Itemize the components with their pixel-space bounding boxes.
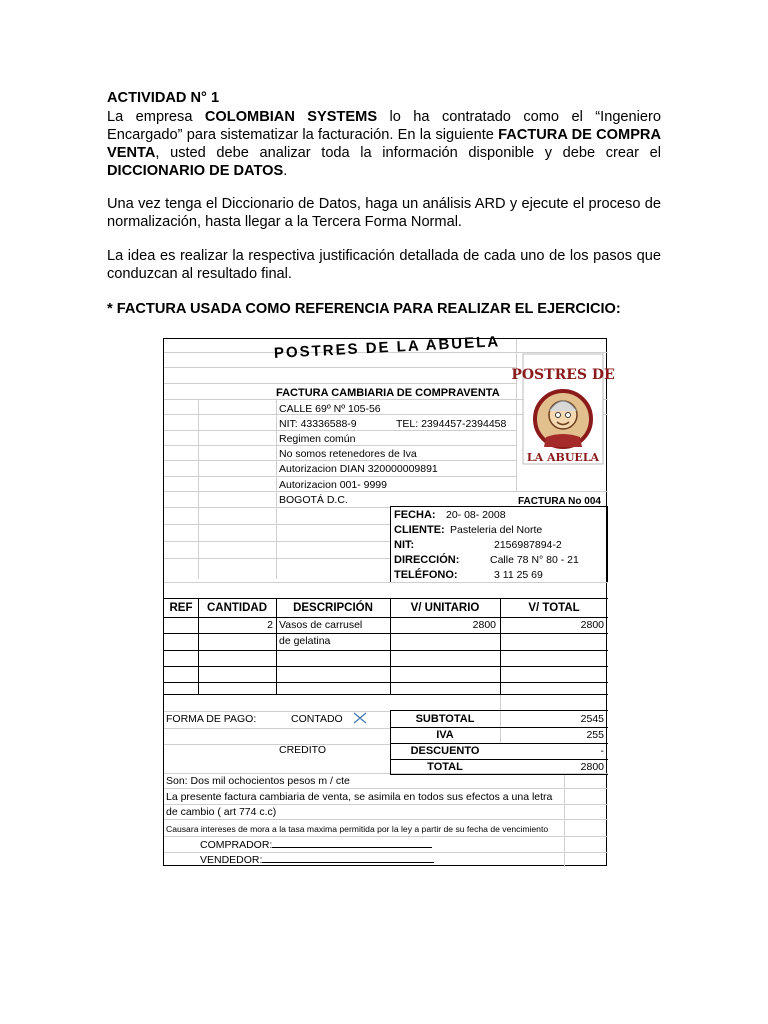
invoice-image — [163, 333, 615, 866]
cross-mark-icon — [352, 711, 368, 725]
seller-signature — [200, 853, 434, 867]
totals-value: 2800 — [580, 761, 604, 773]
totals-value: 2545 — [580, 713, 604, 725]
buyer-signature — [200, 838, 432, 852]
column-header: V/ TOTAL — [528, 602, 580, 614]
company-address: CALLE 69º Nº 105-56 — [279, 403, 381, 415]
totals-value: 255 — [586, 729, 604, 741]
client-value: Pasteleria del Norte — [450, 524, 543, 536]
company-regimen: Regimen común — [279, 433, 356, 445]
payment-label: FORMA DE PAGO: — [166, 713, 257, 725]
item-descripcion-cont: de gelatina — [279, 635, 331, 647]
invoice-number: FACTURA No 004 — [518, 496, 601, 507]
payment-credito: CREDITO — [279, 744, 327, 756]
buyer-label: COMPRADOR: — [200, 839, 273, 851]
instructions-paragraph: Una vez tenga el Diccionario de Datos, haga un análisis ARD y ejecute el proceso de normalización, hasta llegar a la Tercera Forma Normal. — [107, 196, 661, 230]
intro-paragraph — [107, 108, 661, 180]
client-label: DIRECCIÓN: — [394, 554, 460, 566]
reference-heading: * FACTURA USADA COMO REFERENCIA PARA REALIZAR EL EJERCICIO: — [107, 301, 621, 317]
item-descripcion: Vasos de carrusel — [279, 619, 363, 631]
logo-top-text: POSTRES DE — [511, 367, 615, 383]
intro-segment: DICCIONARIO DE DATOS — [107, 163, 284, 179]
client-value: 2156987894-2 — [494, 539, 562, 551]
item-cantidad: 2 — [267, 619, 273, 631]
column-header: DESCRIPCIÓN — [293, 602, 373, 614]
invoice-brand: POSTRES DE LA ABUELA — [273, 333, 501, 362]
item-total: 2800 — [580, 619, 604, 631]
totals-label: SUBTOTAL — [415, 713, 475, 725]
client-label: TELÉFONO: — [394, 569, 458, 581]
intro-segment: La empresa — [107, 109, 205, 125]
company-dian: Autorizacion DIAN 320000009891 — [279, 463, 438, 475]
totals-label: TOTAL — [427, 761, 463, 773]
amount-in-words: Son: Dos mil ochocientos pesos m / cte — [166, 775, 350, 787]
client-value: 20- 08- 2008 — [446, 509, 506, 521]
intro-segment: COLOMBIAN SYSTEMS — [204, 109, 378, 125]
client-label: FECHA: — [394, 509, 436, 521]
intro-segment: FACTURA DE COMPRA VENTA — [107, 127, 662, 161]
totals-value: - — [600, 745, 604, 757]
client-label: CLIENTE: — [394, 524, 445, 536]
totals-label: DESCUENTO — [410, 745, 480, 757]
invoice-title: FACTURA CAMBIARIA DE COMPRAVENTA — [276, 387, 500, 399]
activity-heading: ACTIVIDAD N° 1 — [107, 90, 220, 106]
column-header: REF — [169, 602, 193, 614]
intro-segment: . — [283, 163, 288, 179]
intro-segment: lo ha contratado como el “Ingeniero Encargado” para sistematizar la facturación. En la siguiente — [107, 109, 661, 143]
seller-label: VENDEDOR: — [200, 854, 263, 866]
legal-text: La presente factura cambiaria de venta, se asimila en todos sus efectos a una letra — [166, 791, 553, 803]
company-retenedores: No somos retenedores de Iva — [279, 448, 417, 460]
postres-logo — [511, 353, 615, 465]
company-city: BOGOTÁ D.C. — [279, 494, 348, 506]
legal-text-cont: de cambio ( art 774 c.c) — [166, 806, 277, 818]
company-autorizacion: Autorizacion 001- 9999 — [279, 479, 387, 491]
interest-notice: Causara intereses de mora a la tasa maxima permitida por la ley a partir de su fecha de vencimiento — [166, 824, 549, 834]
column-header: V/ UNITARIO — [410, 602, 480, 614]
client-value: Calle 78 N° 80 - 21 — [490, 554, 579, 566]
logo-bottom-text: LA ABUELA — [526, 451, 600, 464]
item-unitario: 2800 — [472, 619, 496, 631]
justification-paragraph: La idea es realizar la respectiva justificación detallada de cada uno de los pasos que conduzcan al resultado final. — [107, 248, 661, 282]
totals-label: IVA — [436, 729, 454, 741]
client-value: 3 11 25 69 — [494, 569, 543, 581]
company-tel: TEL: 2394457-2394458 — [396, 418, 507, 430]
company-nit: NIT: 43336588-9 — [279, 418, 357, 430]
payment-contado: CONTADO — [291, 713, 343, 725]
intro-segment: , usted debe analizar toda la información disponible y debe crear el — [155, 145, 661, 161]
column-header: CANTIDAD — [206, 602, 268, 614]
client-label: NIT: — [394, 539, 415, 551]
